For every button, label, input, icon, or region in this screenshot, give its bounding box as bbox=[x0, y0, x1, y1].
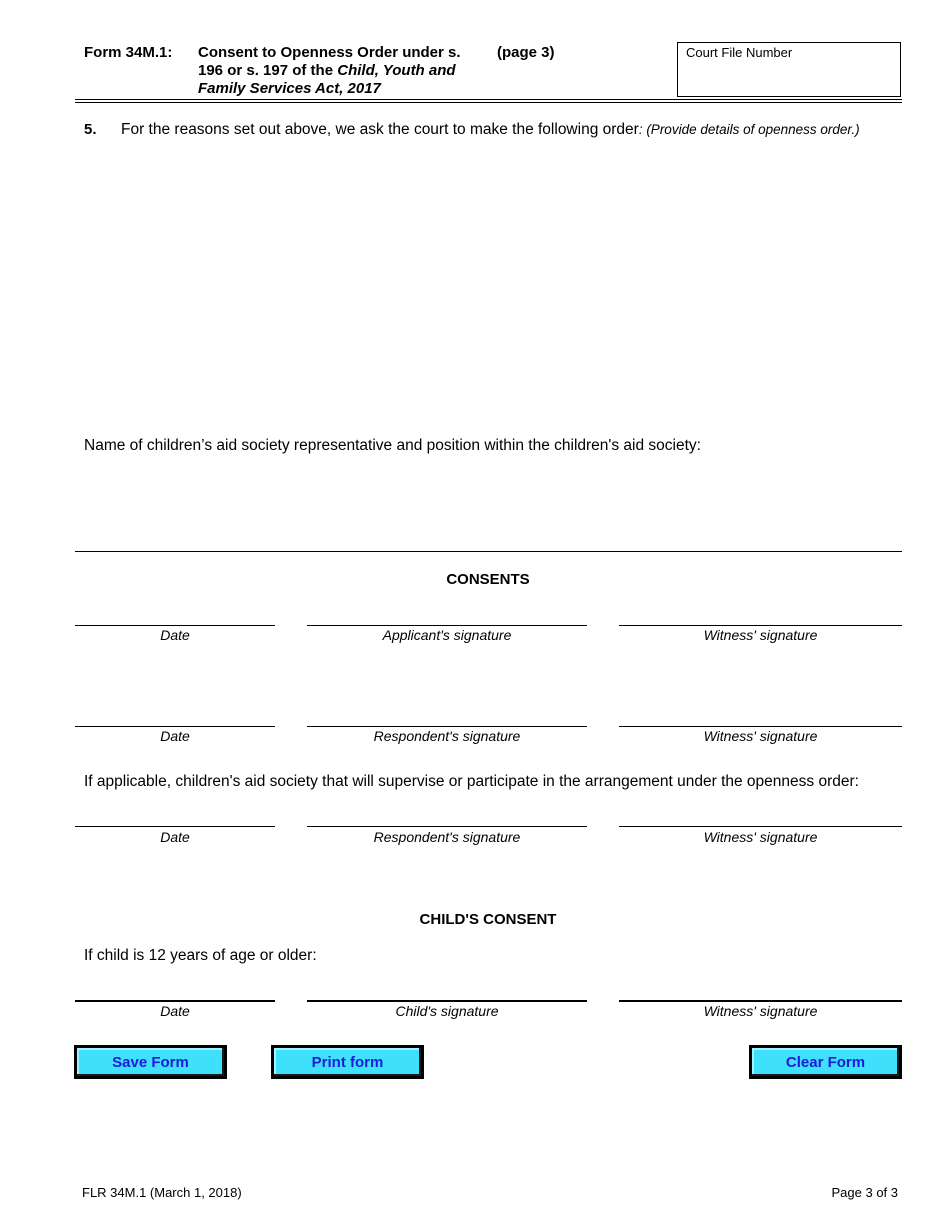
respondent-signature-line[interactable] bbox=[307, 726, 587, 727]
form-title-line2-plain: 196 or s. 197 of the bbox=[198, 62, 338, 79]
cas-representative-field[interactable] bbox=[84, 460, 902, 540]
respondent-date-line[interactable] bbox=[75, 726, 275, 727]
child-witness-label: Witness' signature bbox=[703, 1003, 818, 1019]
applicant-signature-label: Applicant's signature bbox=[382, 627, 512, 643]
form-title-line2 bbox=[198, 62, 488, 80]
cas-date-label: Date bbox=[160, 829, 190, 845]
child-date-label: Date bbox=[160, 1003, 190, 1019]
form-title-line1: Consent to Openness Order under s. bbox=[198, 44, 461, 61]
cas-signature-label: Respondent's signature bbox=[373, 829, 521, 845]
respondent-witness-label: Witness' signature bbox=[703, 728, 818, 744]
child-witness-line[interactable] bbox=[619, 1000, 902, 1002]
clear-form-button[interactable]: Clear Form bbox=[749, 1045, 902, 1079]
court-file-number-box[interactable] bbox=[677, 42, 901, 97]
applicant-date-label: Date bbox=[160, 627, 190, 643]
child-signature-line[interactable] bbox=[307, 1000, 587, 1002]
respondent-date-label: Date bbox=[160, 728, 190, 744]
form-title bbox=[198, 44, 488, 98]
form-title-line3 bbox=[198, 80, 488, 98]
item-5-prompt: For the reasons set out above, we ask the court to make the following order bbox=[121, 121, 639, 138]
respondent-signature-label: Respondent's signature bbox=[373, 728, 521, 744]
header-rule-bottom bbox=[75, 102, 902, 103]
consents-divider bbox=[75, 551, 902, 552]
item-5-number: 5. bbox=[84, 121, 97, 138]
child-signature-label: Child's signature bbox=[395, 1003, 499, 1019]
item-5-instruction: : (Provide details of openness order.) bbox=[638, 122, 860, 137]
cas-witness-line[interactable] bbox=[619, 826, 902, 827]
consents-heading: CONSENTS bbox=[446, 571, 530, 588]
form-title-act-name-cont: Family Services Act, 2017 bbox=[198, 80, 381, 97]
header-rule-top bbox=[75, 99, 902, 100]
court-file-number-label: Court File Number bbox=[686, 45, 793, 60]
cas-participation-text: If applicable, children's aid society that will supervise or participate in the arrangement under the openness order: bbox=[84, 773, 859, 790]
openness-order-details-field[interactable] bbox=[84, 145, 902, 425]
footer-form-id: FLR 34M.1 (March 1, 2018) bbox=[82, 1185, 242, 1200]
cas-representative-label: Name of children’s aid society representative and position within the children's aid society: bbox=[84, 437, 701, 454]
form-number: Form 34M.1: bbox=[84, 44, 173, 61]
childs-consent-heading: CHILD'S CONSENT bbox=[419, 911, 557, 928]
applicant-signature-line[interactable] bbox=[307, 625, 587, 626]
footer-page-number: Page 3 of 3 bbox=[831, 1185, 898, 1200]
cas-signature-line[interactable] bbox=[307, 826, 587, 827]
cas-date-line[interactable] bbox=[75, 826, 275, 827]
child-date-line[interactable] bbox=[75, 1000, 275, 1002]
form-title-act-name: Child, Youth and bbox=[337, 62, 456, 79]
save-form-button[interactable]: Save Form bbox=[74, 1045, 227, 1079]
item-5-text bbox=[121, 121, 860, 139]
cas-witness-label: Witness' signature bbox=[703, 829, 818, 845]
applicant-witness-line[interactable] bbox=[619, 625, 902, 626]
applicant-witness-label: Witness' signature bbox=[703, 627, 818, 643]
applicant-date-line[interactable] bbox=[75, 625, 275, 626]
print-form-button[interactable]: Print form bbox=[271, 1045, 424, 1079]
child-age-condition: If child is 12 years of age or older: bbox=[84, 947, 317, 964]
respondent-witness-line[interactable] bbox=[619, 726, 902, 727]
page-label: (page 3) bbox=[497, 44, 555, 61]
